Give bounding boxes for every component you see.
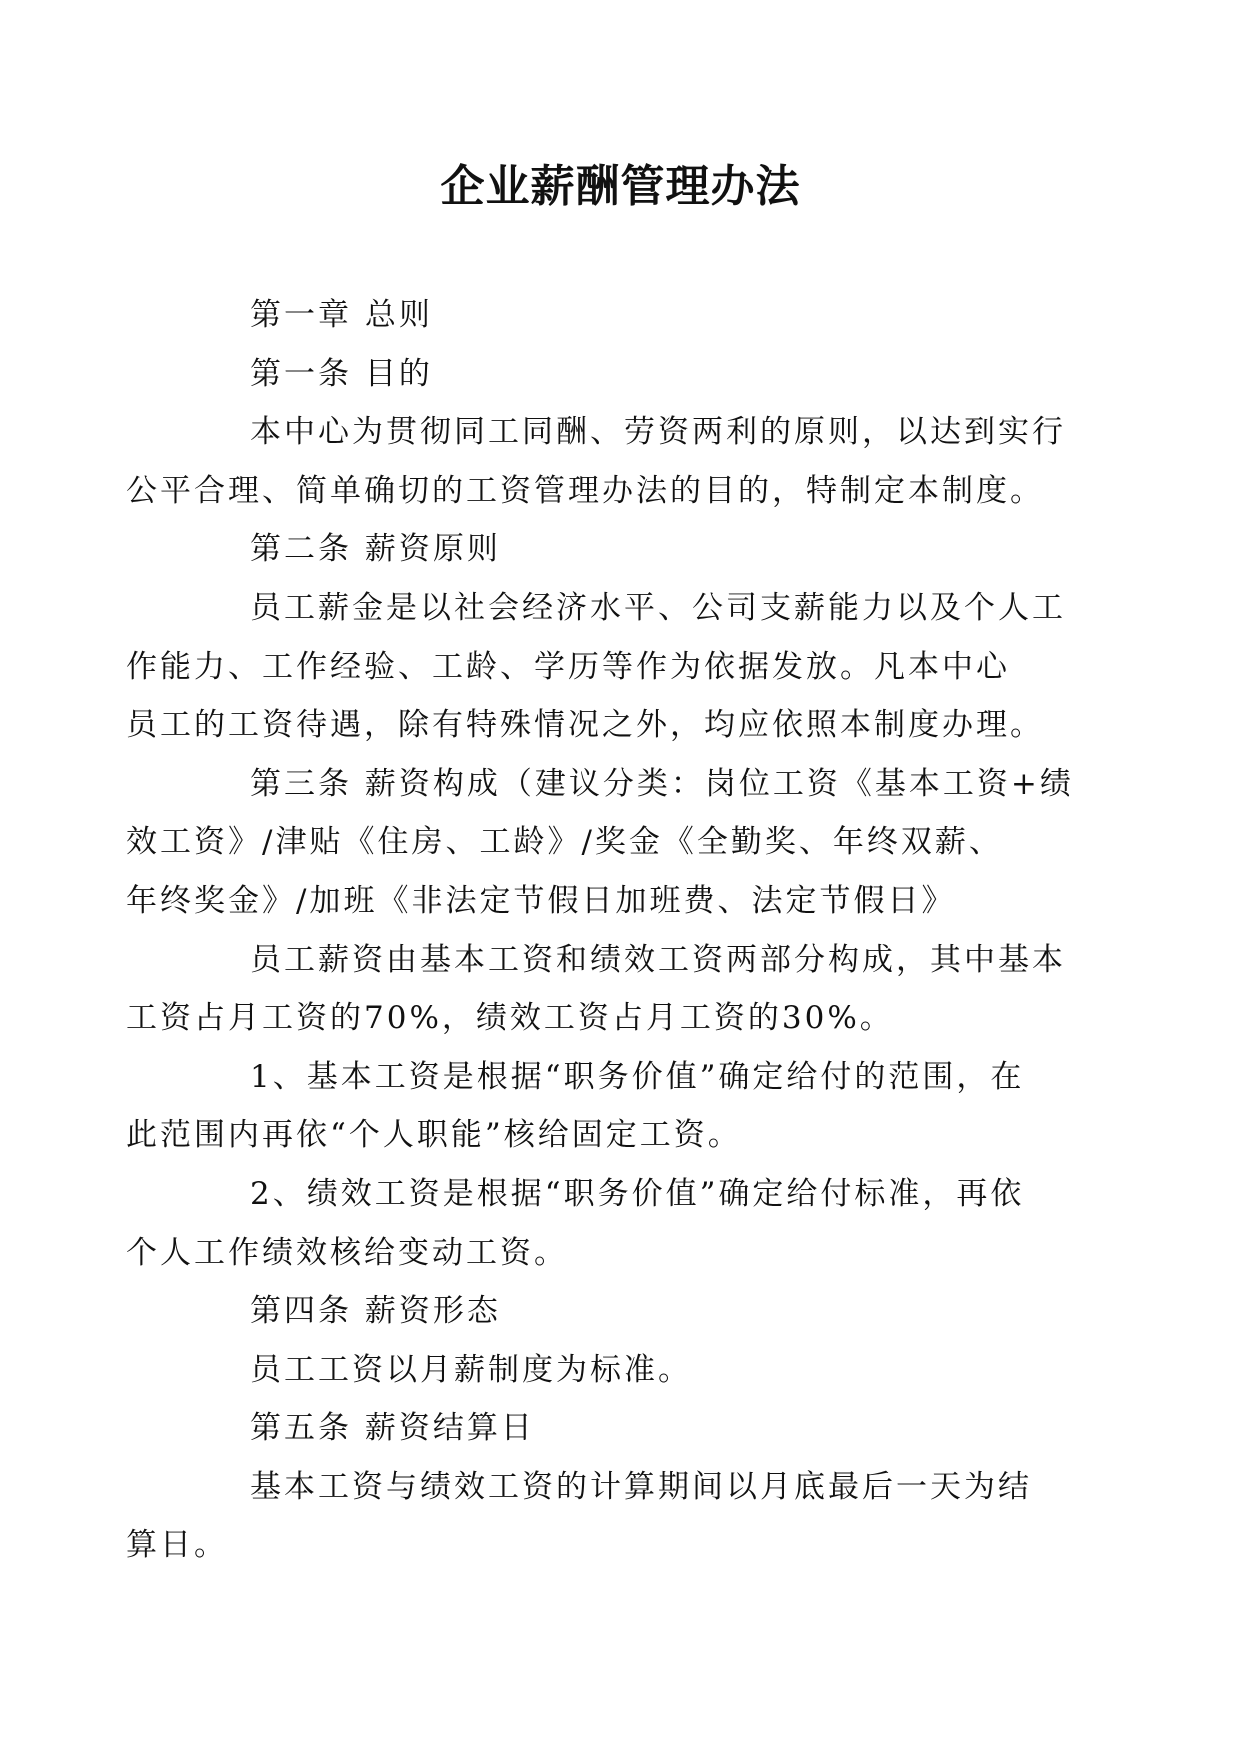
paragraph-line: 2、绩效工资是根据“职务价值”确定给付标准，再依 (250, 1175, 1025, 1212)
article-3-paragraph (126, 931, 1066, 1048)
paragraph-line: 作能力、工作经验、工龄、学历等作为依据发放。凡本中心 (126, 648, 1010, 685)
paragraph-line: 基本工资与绩效工资的计算期间以月底最后一天为结 (250, 1468, 1032, 1505)
paragraph-line: 年终奖金》/加班《非法定节假日加班费、法定节假日》 (126, 882, 956, 919)
article-1-title: 第一条 目的 (250, 355, 433, 392)
article-5-title: 第五条 薪资结算日 (250, 1410, 535, 1447)
document-body (126, 286, 1074, 1575)
paragraph-line: 个人工作绩效核给变动工资。 (126, 1234, 568, 1271)
article-5-paragraph (126, 1458, 1053, 1575)
paragraph-line: 工资占月工资的70%，绩效工资占月工资的30%。 (126, 1000, 894, 1037)
paragraph-line: 算日。 (126, 1527, 228, 1564)
article-3-item-2 (126, 1165, 1053, 1282)
article-4-title: 第四条 薪资形态 (250, 1293, 501, 1330)
paragraph-line: 效工资》/津贴《住房、工龄》/奖金《全勤奖、年终双薪、 (126, 824, 1003, 861)
document-title: 企业薪酬管理办法 (440, 161, 801, 212)
article-1-paragraph (126, 403, 1066, 520)
paragraph-line: 员工薪资由基本工资和绩效工资两部分构成，其中基本 (250, 941, 1066, 978)
paragraph-line: 第三条 薪资构成（建议分类：岗位工资《基本工资+绩 (250, 765, 1074, 802)
chapter-heading: 第一章 总则 (250, 297, 433, 333)
article-2-title: 第二条 薪资原则 (250, 531, 501, 568)
paragraph-line: 此范围内再依“个人职能”核给固定工资。 (126, 1117, 742, 1154)
article-4-paragraph: 员工工资以月薪制度为标准。 (250, 1351, 692, 1388)
paragraph-line: 员工的工资待遇，除有特殊情况之外，均应依照本制度办理。 (126, 707, 1044, 744)
article-3-item-1 (126, 1048, 1053, 1165)
article-2-paragraph (126, 579, 1066, 755)
paragraph-line: 本中心为贯彻同工同酬、劳资两利的原则，以达到实行 (250, 414, 1066, 451)
paragraph-line: 员工薪金是以社会经济水平、公司支薪能力以及个人工 (250, 589, 1066, 626)
paragraph-line: 公平合理、简单确切的工资管理办法的目的，特制定本制度。 (126, 472, 1044, 509)
paragraph-line: 1、基本工资是根据“职务价值”确定给付的范围，在 (250, 1058, 1025, 1095)
article-3-title (126, 755, 1074, 931)
